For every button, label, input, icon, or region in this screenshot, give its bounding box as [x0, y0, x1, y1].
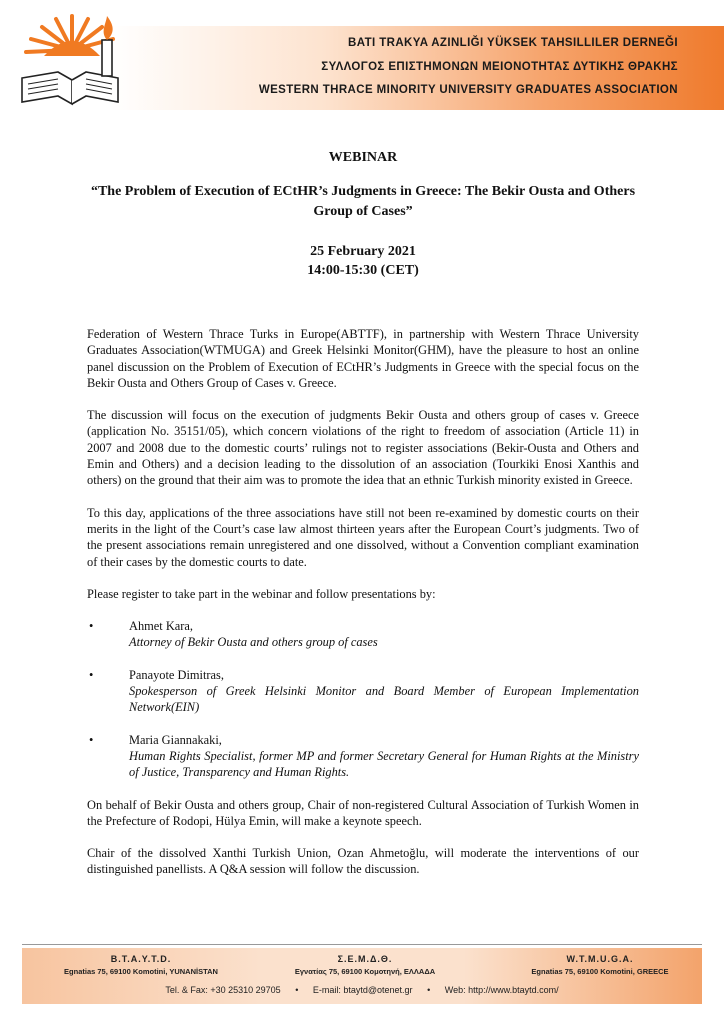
footer-office-greek	[265, 954, 465, 976]
footer-separator: •	[427, 985, 431, 995]
footer-abbr-turkish: B.T.A.Y.T.D.	[110, 954, 172, 964]
letterhead-footer	[0, 940, 724, 1024]
footer-abbr-english: W.T.M.U.G.A.	[566, 954, 634, 964]
bullet-icon: •	[89, 619, 94, 634]
footer-website: Web: http://www.btaytd.com/	[444, 985, 559, 995]
header-name-english: WESTERN THRACE MINORITY UNIVERSITY GRADUATES ASSOCIATION	[258, 84, 678, 96]
header-name-greek: ΣΥΛΛΟΓΟΣ ΕΠΙΣΤΗΜΟΝΩΝ ΜΕΙΟΝΟΤΗΤΑΣ ΔΥΤΙΚΗΣ ΘΡΑΚΗΣ	[321, 61, 678, 73]
footer-office-english	[510, 954, 690, 976]
paragraph-discussion: The discussion will focus on the execution of judgments Bekir Ousta and others group of cases v. Greece (application No. 35151/05), which concern violations of the right to freedom of association (Article 11) in 2007 and 2008 due to the domestic courts’ rulings not to register associations (Bekir-Ousta and Others and Emin and Others) and a decision leading to the dissolution of an association (Tourkiki Enosi Xanthis and others) on the ground that their aim was to promote the idea that an ethnic Turkish minority existed in Greece.	[87, 408, 639, 488]
footer-office-turkish	[46, 954, 236, 976]
speaker-name: Ahmet Kara,	[129, 619, 193, 634]
speaker-role: Attorney of Bekir Ousta and others group of cases	[129, 635, 378, 650]
footer-contact-line	[0, 985, 724, 995]
event-date-block	[87, 242, 639, 280]
paragraph-status: To this day, applications of the three associations have still not been re-examined by domestic courts on their merits in the light of the Court’s case law almost thirteen years after the European Court’s judgments. Two of the present associations remain unregistered and one dissolved, without a Convention compliant examination of their cases by the domestic courts to date.	[87, 505, 639, 569]
letterhead	[0, 0, 724, 110]
footer-email: E-mail: btaytd@otenet.gr	[312, 985, 413, 995]
header-name-turkish: BATI TRAKYA AZINLIĞI YÜKSEK TAHSILLILER DERNEĞI	[348, 37, 678, 49]
event-time: 14:00-15:30 (CET)	[307, 263, 419, 278]
document-title: “The Problem of Execution of ECtHR’s Judgments in Greece: The Bekir Ousta and Others Group of Cases”	[90, 184, 636, 219]
speaker-role: Spokesperson of Greek Helsinki Monitor and Board Member of European Implementation Network(EIN)	[129, 684, 639, 715]
footer-abbr-greek: Σ.Ε.Μ.Δ.Θ.	[337, 954, 393, 964]
document-body	[87, 150, 639, 878]
speaker-item	[87, 618, 639, 651]
footer-address-english: Egnatias 75, 69100 Komotini, GREECE	[531, 967, 669, 976]
speaker-item	[87, 732, 639, 781]
paragraph-register: Please register to take part in the webinar and follow presentations by:	[87, 586, 436, 601]
footer-address-turkish: Egnatias 75, 69100 Komotini, YUNANİSTAN	[64, 967, 218, 976]
footer-divider	[22, 944, 702, 945]
footer-phone: Tel. & Fax: +30 25310 29705	[165, 985, 281, 995]
bullet-icon: •	[89, 732, 94, 747]
speaker-item	[87, 667, 639, 716]
speaker-role: Human Rights Specialist, former MP and former Secretary General for Human Rights at the Ministry of Justice, Transparency and Human Rights.	[129, 748, 639, 780]
footer-separator: •	[295, 985, 299, 995]
speaker-name: Panayote Dimitras,	[129, 667, 224, 682]
speaker-name: Maria Giannakaki,	[129, 732, 222, 747]
association-logo-icon	[18, 10, 126, 110]
document-kicker: WEBINAR	[328, 150, 398, 165]
paragraph-intro: Federation of Western Thrace Turks in Europe(ABTTF), in partnership with Western Thrace University Graduates Association(WTMUGA) and Greek Helsinki Monitor(GHM), have the pleasure to host an online panel discussion on the Problem of Execution of ECtHR’s Judgments in Greece with the special focus on the Bekir Ousta and Others Group of Cases v. Greece.	[87, 327, 639, 390]
paragraph-moderator: Chair of the dissolved Xanthi Turkish Union, Ozan Ahmetoğlu, will moderate the interventions of our distinguished panellists. A Q&A session will follow the discussion.	[87, 846, 639, 877]
bullet-icon: •	[89, 667, 94, 682]
paragraph-keynote: On behalf of Bekir Ousta and others group, Chair of non-registered Cultural Association of Turkish Women in the Prefecture of Rodopi, Hülya Emin, will make a keynote speech.	[87, 797, 639, 828]
footer-address-greek: Εγνατίας 75, 69100 Κομοτηνή, ΕΛΛΑΔΑ	[294, 967, 436, 976]
event-date: 25 February 2021	[310, 244, 416, 259]
